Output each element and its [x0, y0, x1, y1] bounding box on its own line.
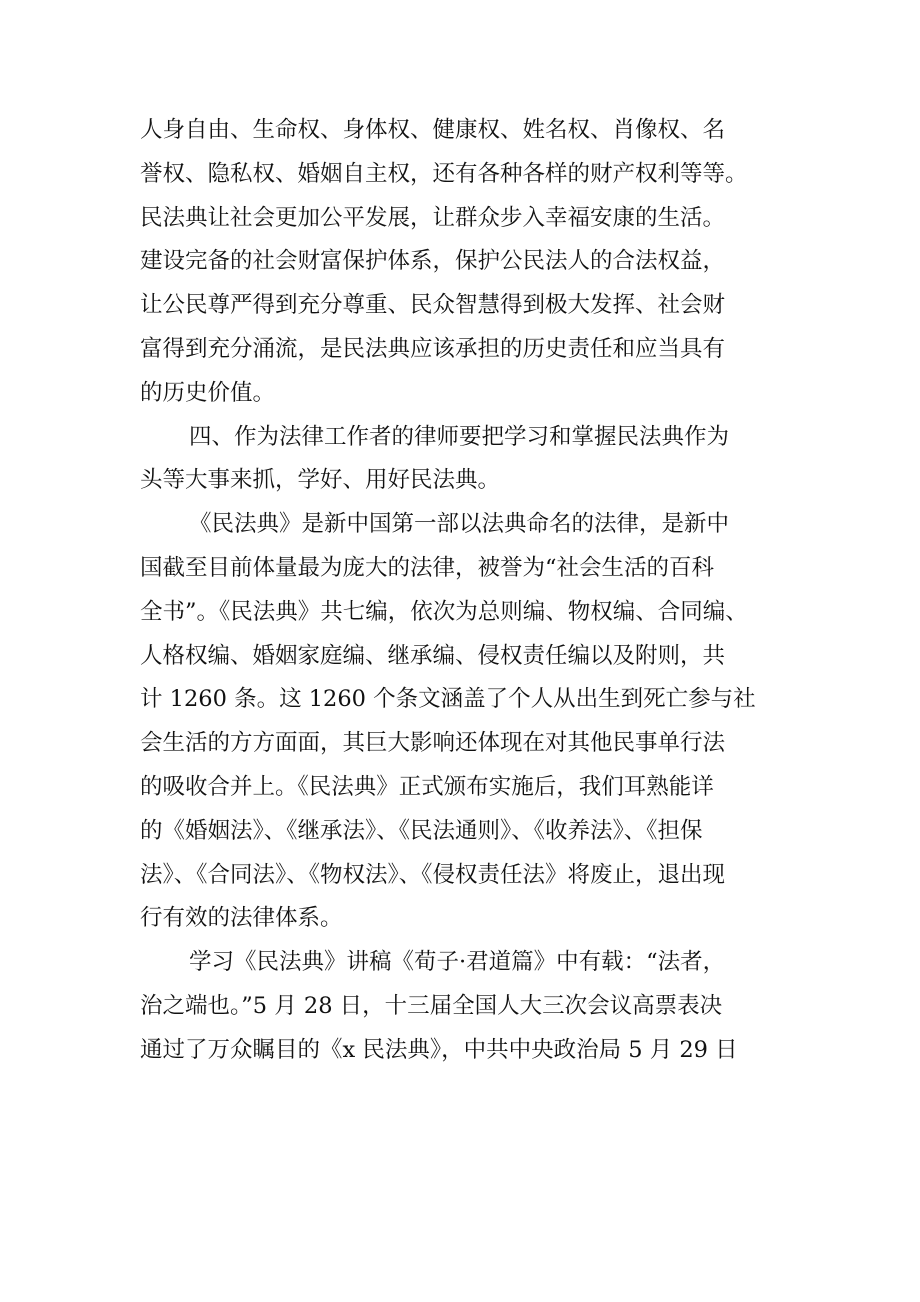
text-line: 《民法典》是新中国第一部以法典命名的法律，是新中: [189, 511, 730, 538]
text-line: 人身自由、生命权、身体权、健康权、姓名权、肖像权、名: [140, 117, 726, 143]
text-line: 建设完备的社会财富保护体系，保护公民法人的合法权益，: [140, 248, 726, 275]
text-line: 学习《民法典》讲稿《荀子·君道篇》中有载：“法者，: [189, 949, 726, 976]
text-line: 的《婚姻法》、《继承法》、《民法通则》、《收养法》、《担保: [140, 817, 703, 844]
text-line: 让公民尊严得到充分尊重、民众智慧得到极大发挥、社会财: [140, 292, 726, 319]
text-line: 计 1260 条。这 1260 个条文涵盖了个人从出生到死亡参与社: [140, 686, 756, 713]
text-line: 行有效的法律体系。: [140, 905, 343, 932]
text-line: 的历史价值。: [140, 379, 276, 406]
text-line: 全书”。《民法典》共七编，依次为总则编、物权编、合同编、: [140, 598, 748, 625]
text-line: 的吸收合并上。《民法典》正式颁布实施后，我们耳熟能详: [140, 773, 714, 800]
text-line: 头等大事来抓，学好、用好民法典。: [140, 467, 501, 494]
text-line: 民法典让社会更加公平发展，让群众步入幸福安康的生活。: [140, 204, 726, 231]
text-line: 富得到充分涌流，是民法典应该承担的历史责任和应当具有: [140, 335, 726, 362]
text-line: 法》、《合同法》、《物权法》、《侵权责任法》将废止，退出现: [140, 861, 726, 888]
text-line: 通过了万众瞩目的《x 民法典》，中共中央政治局 5 月 29 日: [140, 1036, 738, 1063]
document-body: [140, 109, 790, 1073]
text-line: 四、作为法律工作者的律师要把学习和掌握民法典作为: [189, 423, 730, 450]
text-line: 会生活的方方面面，其巨大影响还体现在对其他民事单行法: [140, 730, 726, 757]
text-line: 治之端也。”5 月 28 日，十三届全国人大三次会议高票表决: [140, 992, 723, 1019]
text-line: 国截至目前体量最为庞大的法律，被誉为“社会生活的百科: [140, 554, 715, 581]
text-line: 誉权、隐私权、婚姻自主权，还有各种各样的财产权利等等。: [140, 160, 748, 187]
text-line: 人格权编、婚姻家庭编、继承编、侵权责任编以及附则，共: [140, 642, 726, 669]
